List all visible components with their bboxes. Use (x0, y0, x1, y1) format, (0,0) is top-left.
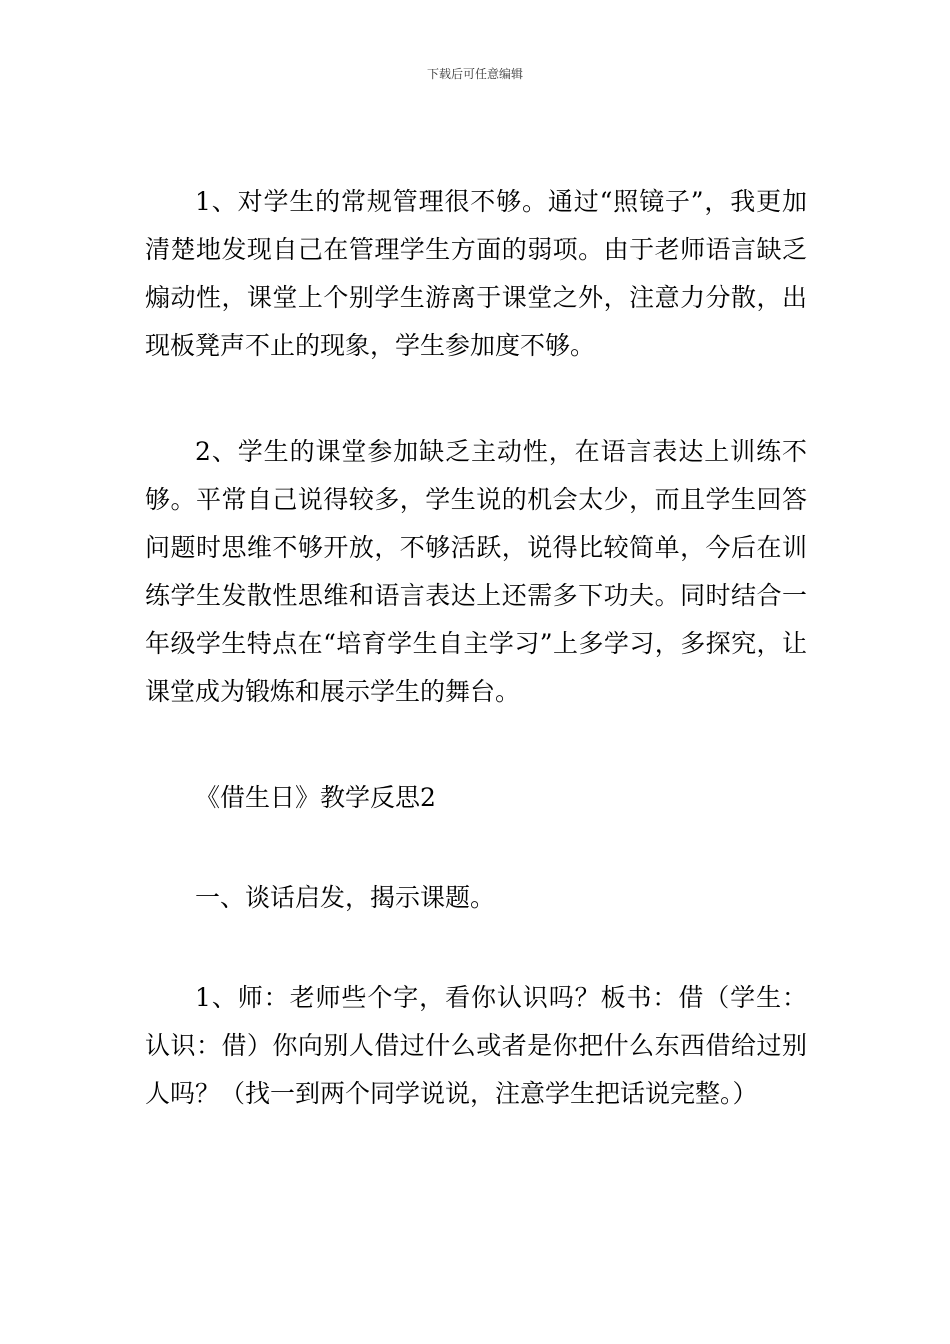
paragraph-student-participation: 2、学生的课堂参加缺乏主动性，在语言表达上训练不够。平常自己说得较多，学生说的机会太少，而且学生回答问题时思维不够开放，不够活跃，说得比较简单，今后在训练学生发散性思维和语言表达上还需多下功夫。同时结合一年级学生特点在“培育学生自主学习”上多学习，多探究，让课堂成为锻炼和展示学生的舞台。 (145, 437, 807, 706)
paragraph-classroom-management: 1、对学生的常规管理很不够。通过“照镜子”，我更加清楚地发现自己在管理学生方面的弱项。由于老师语言缺乏煽动性，课堂上个别学生游离于课堂之外，注意力分散，出现板凳声不止的现象，学生参加度不够。 (145, 187, 807, 360)
paragraph-teacher-dialogue: 1、师：老师些个字，看你认识吗？板书：借（学生：认识：借）你向别人借过什么或者是你把什么东西借给过别人吗？（找一到两个同学说说，注意学生把话说完整。） (145, 983, 807, 1108)
document-body (145, 178, 807, 1118)
section-heading-intro: 一、谈话启发，揭示课题。 (195, 883, 496, 912)
page-header-note: 下载后可任意编辑 (426, 67, 523, 81)
section-title-lesson-reflection: 《借生日》教学反思2 (195, 783, 436, 812)
